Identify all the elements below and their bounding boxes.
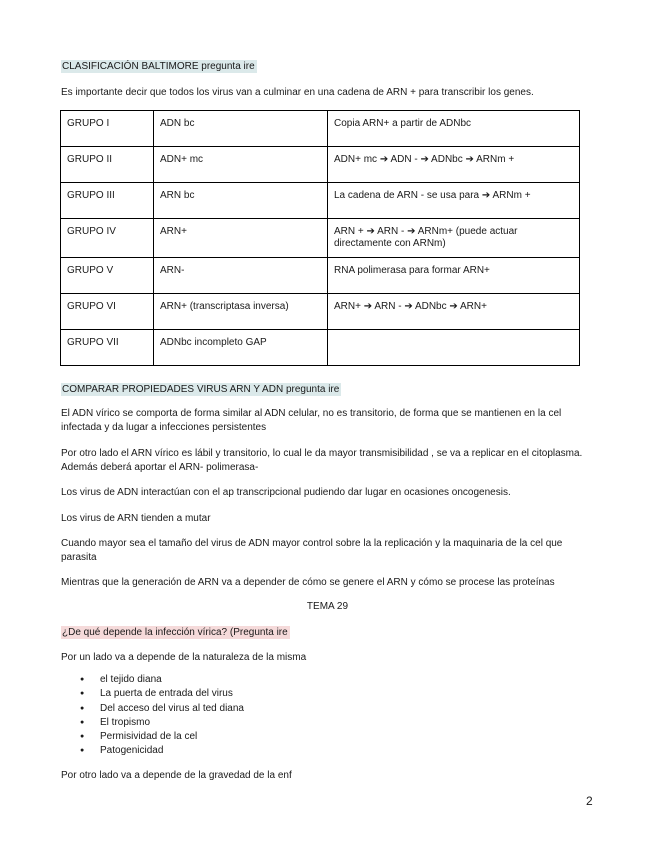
heading-baltimore-text: CLASIFICACIÓN BALTIMORE pregunta ire — [62, 61, 255, 72]
heading-infection — [61, 626, 585, 640]
table-cell: Copia ARN+ a partir de ADNbc — [328, 111, 580, 147]
list-item: ● el tejido diana — [80, 673, 244, 687]
heading-compare — [61, 383, 585, 397]
table-cell: GRUPO IV — [61, 219, 154, 258]
list-item: ● Patogenicidad — [80, 744, 244, 758]
table-cell: ARN+ (transcriptasa inversa) — [154, 294, 328, 330]
table-cell: ARN + ➔ ARN - ➔ ARNm+ (puede actuar directamente con ARNm) — [328, 219, 580, 258]
table-cell: GRUPO V — [61, 258, 154, 294]
table-cell: ARN- — [154, 258, 328, 294]
paragraph: Por otro lado va a depende de la gravedad de la enf — [61, 770, 292, 781]
table-row — [61, 183, 580, 219]
paragraph: Los virus de ARN tienden a mutar — [61, 513, 211, 524]
table-cell: GRUPO II — [61, 147, 154, 183]
heading-infection-text: ¿De qué depende la infección vírica? (Pregunta ire — [62, 627, 288, 638]
paragraph: Los virus de ADN interactúan con el ap transcripcional pudiendo dar lugar en ocasiones oncogenesis. — [61, 487, 511, 498]
table-row — [61, 294, 580, 330]
table-row — [61, 330, 580, 366]
paragraph: Cuando mayor sea el tamaño del virus de ADN mayor control sobre la la replicación y la maquinaria de la cel que parasita — [61, 538, 563, 563]
table-row — [61, 147, 580, 183]
heading-compare-text: COMPARAR PROPIEDADES VIRUS ARN Y ADN pregunta ire — [62, 384, 340, 395]
table-cell: GRUPO VI — [61, 294, 154, 330]
list-item: ● Del acceso del virus al ted diana — [80, 702, 244, 716]
intro-paragraph: Es importante decir que todos los virus van a culminar en una cadena de ARN + para transcribir los genes. — [61, 87, 534, 98]
table-cell: GRUPO VII — [61, 330, 154, 366]
table-row — [61, 219, 580, 258]
heading-baltimore — [61, 60, 585, 74]
table-row — [61, 111, 580, 147]
table-cell: RNA polimerasa para formar ARN+ — [328, 258, 580, 294]
table-cell: GRUPO I — [61, 111, 154, 147]
page-number: 2 — [586, 794, 593, 808]
table-cell: ADN bc — [154, 111, 328, 147]
table-cell: La cadena de ARN - se usa para ➔ ARNm + — [328, 183, 580, 219]
table-cell: GRUPO III — [61, 183, 154, 219]
table-cell — [328, 330, 580, 366]
table-cell: ADNbc incompleto GAP — [154, 330, 328, 366]
paragraph: El ADN vírico se comporta de forma similar al ADN celular, no es transitorio, de forma que se mantienen en la cel infectada y da lugar a infecciones persistentes — [61, 408, 562, 433]
paragraph: Por un lado va a depende de la naturaleza de la misma — [61, 652, 307, 663]
table-cell: ADN+ mc ➔ ADN - ➔ ADNbc ➔ ARNm + — [328, 147, 580, 183]
list-item: ● Permisividad de la cel — [80, 730, 244, 744]
table-row — [61, 258, 580, 294]
table-cell: ARN+ — [154, 219, 328, 258]
list-item: ● El tropismo — [80, 716, 244, 730]
table-cell: ARN bc — [154, 183, 328, 219]
baltimore-table — [60, 110, 580, 366]
list-item: ● La puerta de entrada del virus — [80, 687, 244, 701]
table-cell: ARN+ ➔ ARN - ➔ ADNbc ➔ ARN+ — [328, 294, 580, 330]
paragraph: Por otro lado el ARN vírico es lábil y transitorio, lo cual le da mayor transmisibilidad , se va a replicar en el citoplasma. Además deberá aportar el ARN- polimerasa- — [61, 448, 583, 473]
paragraph: Mientras que la generación de ARN va a depender de cómo se genere el ARN y cómo se procese las proteínas — [61, 577, 555, 588]
tema-title: TEMA 29 — [306, 601, 349, 612]
table-cell: ADN+ mc — [154, 147, 328, 183]
factor-list — [80, 673, 244, 759]
